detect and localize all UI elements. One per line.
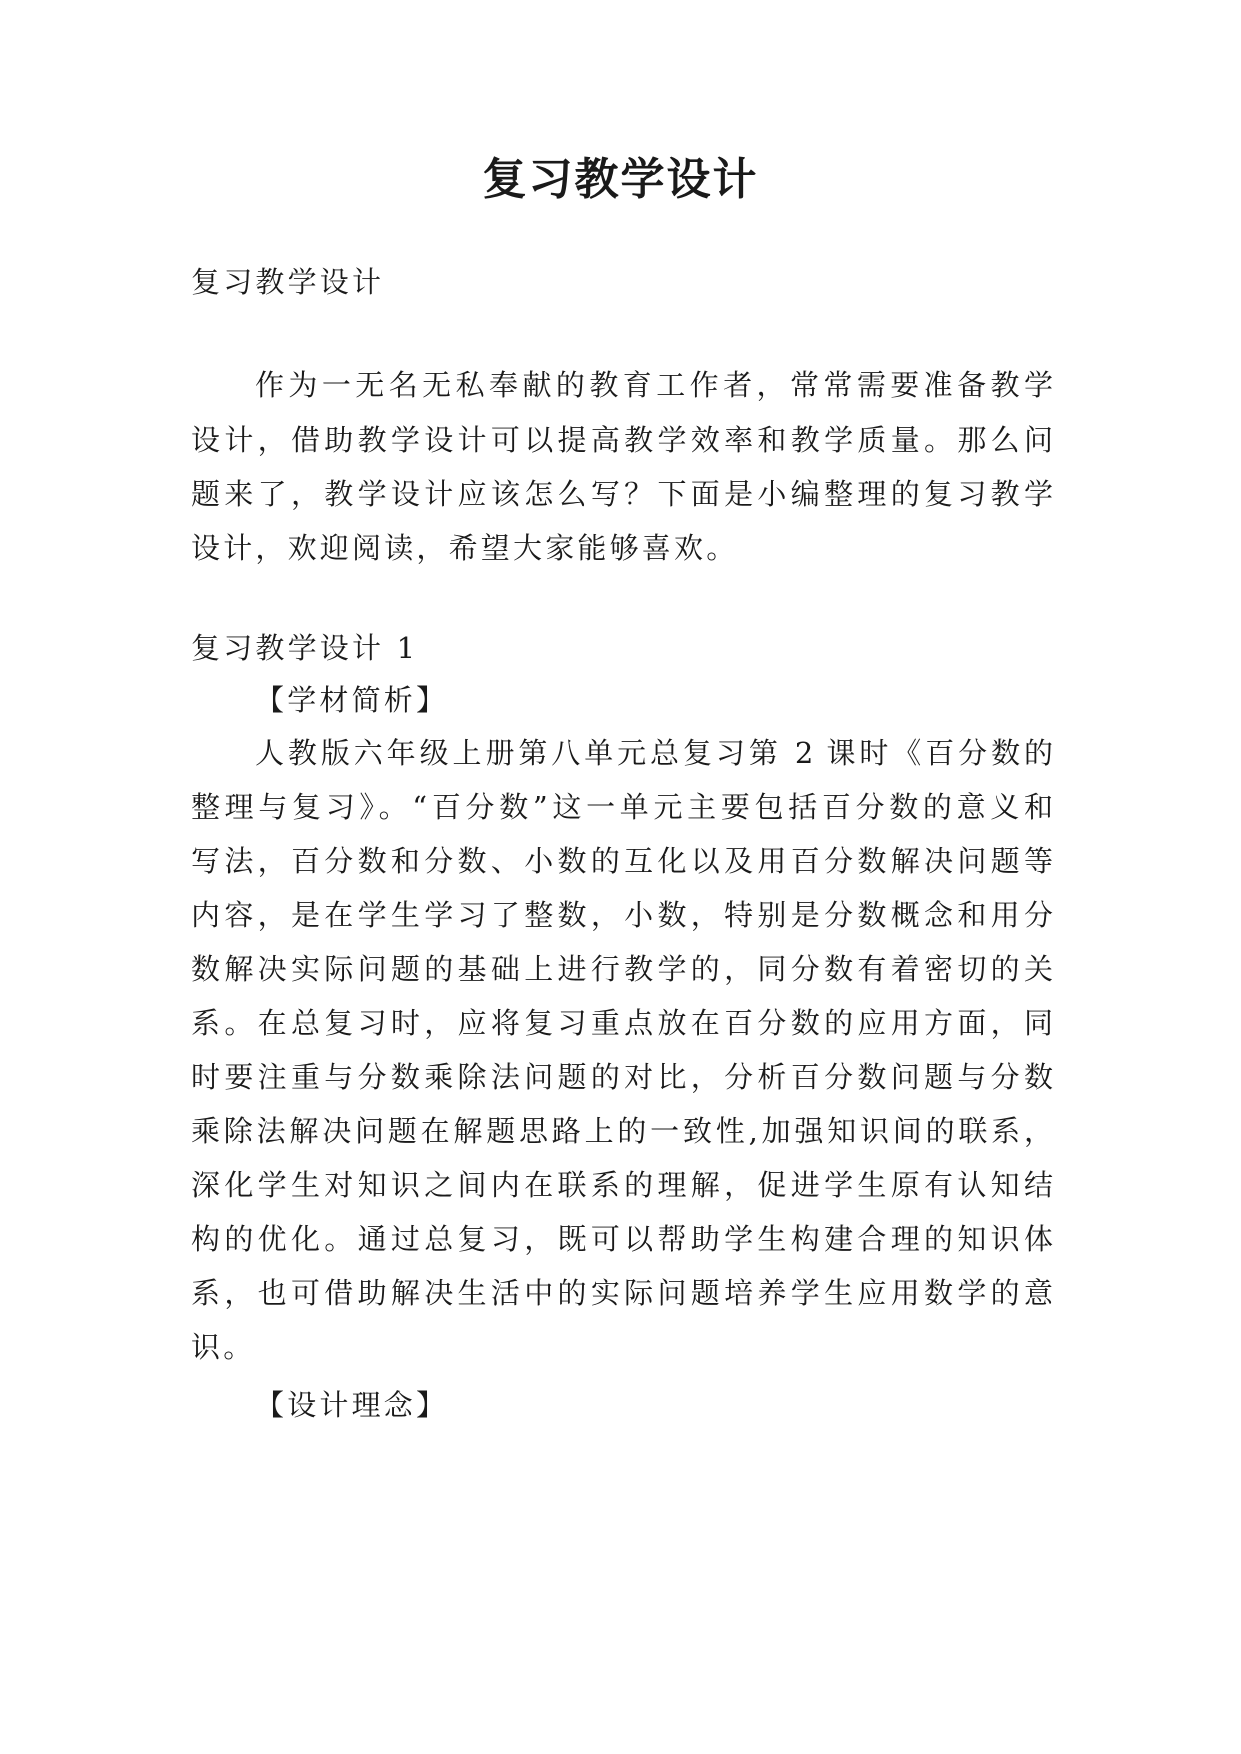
section-heading: 复习教学设计 1 xyxy=(191,631,419,665)
subheading-concept: 【设计理念】 xyxy=(255,1388,449,1422)
subheading-material: 【学材简析】 xyxy=(255,683,449,717)
intro-line: 设计，借助教学设计可以提高教学效率和教学质量。那么问 xyxy=(191,423,1053,457)
intro-line: 作为一无名无私奉献的教育工作者，常常需要准备教学 xyxy=(255,368,1053,402)
plain-heading: 复习教学设计 xyxy=(191,265,385,299)
material-line: 构的优化。通过总复习，既可以帮助学生构建合理的知识体 xyxy=(191,1222,1053,1256)
intro-line: 题来了，教学设计应该怎么写？下面是小编整理的复习教学 xyxy=(191,477,1053,511)
material-line: 整理与复习》。“百分数”这一单元主要包括百分数的意义和 xyxy=(191,790,1053,824)
material-line: 写法，百分数和分数、小数的互化以及用百分数解决问题等 xyxy=(191,844,1053,878)
material-line: 系。在总复习时，应将复习重点放在百分数的应用方面，同 xyxy=(191,1006,1053,1040)
document-title: 复习教学设计 xyxy=(482,154,759,205)
intro-line: 设计，欢迎阅读，希望大家能够喜欢。 xyxy=(191,531,739,565)
material-line: 人教版六年级上册第八单元总复习第 2 课时《百分数的 xyxy=(255,736,1053,770)
material-line: 内容，是在学生学习了整数，小数，特别是分数概念和用分 xyxy=(191,898,1053,932)
material-line: 时要注重与分数乘除法问题的对比，分析百分数问题与分数 xyxy=(191,1060,1053,1094)
material-line: 深化学生对知识之间内在联系的理解，促进学生原有认知结 xyxy=(191,1168,1053,1202)
material-line: 数解决实际问题的基础上进行教学的，同分数有着密切的关 xyxy=(191,952,1053,986)
material-line: 乘除法解决问题在解题思路上的一致性,加强知识间的联系， xyxy=(191,1114,1053,1148)
material-line: 识。 xyxy=(191,1330,256,1364)
material-line: 系，也可借助解决生活中的实际问题培养学生应用数学的意 xyxy=(191,1276,1053,1310)
